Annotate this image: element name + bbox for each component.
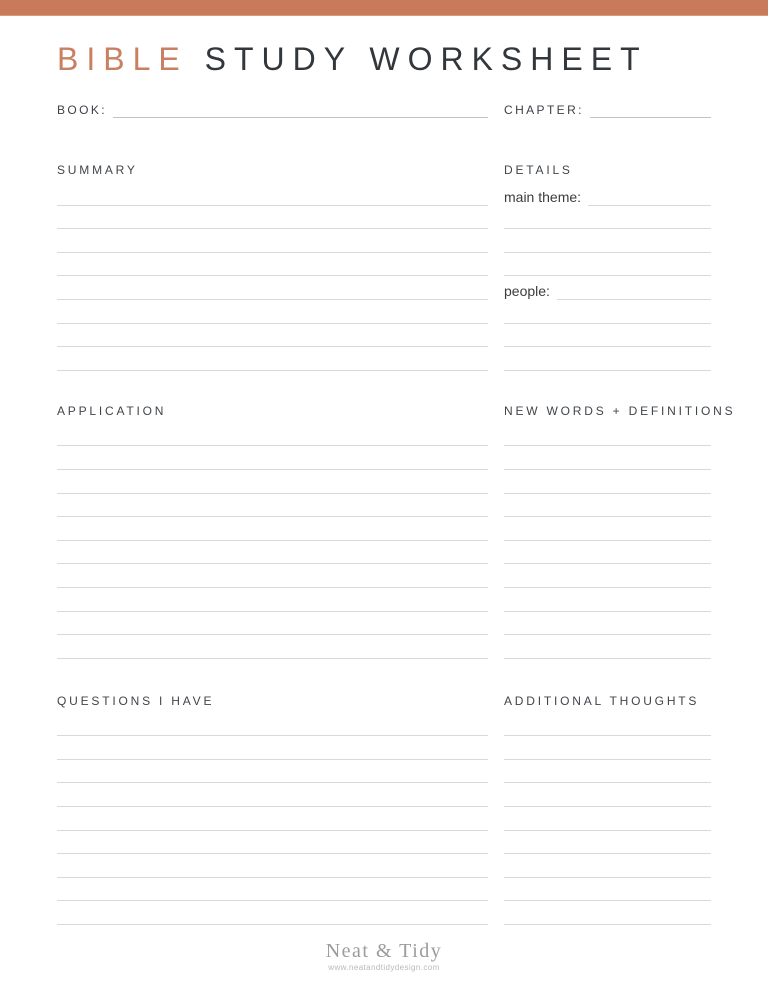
ruled-line: [504, 760, 711, 784]
ruled-line: [57, 494, 488, 518]
ruled-line: [57, 324, 488, 348]
page-title-accent: BIBLE: [57, 41, 188, 77]
new-words-header: NEW WORDS + DEFINITIONS: [504, 403, 736, 418]
main-theme-blank-line: [588, 181, 711, 206]
ruled-line: [57, 446, 488, 470]
ruled-line: [57, 470, 488, 494]
ruled-line: [504, 470, 711, 494]
additional-header: ADDITIONAL THOUGHTS: [504, 693, 700, 708]
ruled-line: [504, 713, 711, 737]
ruled-line: [57, 517, 488, 541]
ruled-line: [504, 324, 711, 348]
ruled-line: [504, 588, 711, 612]
main-theme-label: main theme:: [504, 188, 582, 205]
ruled-line: [57, 854, 488, 878]
details-header: DETAILS: [504, 163, 573, 177]
ruled-line: [57, 182, 488, 206]
right-column: [504, 163, 736, 925]
ruled-line: [504, 831, 711, 855]
book-blank-line: [113, 103, 488, 118]
ruled-line: [57, 713, 488, 737]
ruled-line: [57, 736, 488, 760]
questions-ruled-lines: [57, 713, 488, 925]
ruled-line: [504, 494, 711, 518]
ruled-line: [504, 206, 711, 230]
section-application: [57, 404, 488, 659]
ruled-line: [504, 901, 711, 925]
ruled-line: [57, 760, 488, 784]
ruled-line: [504, 300, 711, 324]
ruled-line: [504, 517, 711, 541]
ruled-line: [57, 229, 488, 253]
ruled-line: [57, 878, 488, 902]
additional-ruled-lines: [504, 713, 711, 925]
section-additional: [504, 694, 711, 925]
page-title: [57, 41, 711, 77]
ruled-line: [57, 635, 488, 659]
people-extra-lines: [504, 300, 711, 371]
ruled-line: [504, 347, 711, 371]
ruled-line: [504, 807, 711, 831]
ruled-line: [504, 612, 711, 636]
main-theme-extra-lines: [504, 206, 711, 277]
ruled-line: [57, 206, 488, 230]
ruled-line: [57, 300, 488, 324]
people-label: people:: [504, 282, 550, 299]
ruled-line: [57, 612, 488, 636]
footer-brand-logo: Neat & Tidy: [325, 940, 443, 963]
ruled-line: [504, 229, 711, 253]
ruled-line: [57, 347, 488, 371]
new-words-ruled-lines: [504, 423, 711, 659]
ruled-line: [57, 276, 488, 300]
people-row: [504, 276, 711, 300]
people-blank-line: [557, 275, 711, 300]
book-chapter-row: [57, 103, 711, 118]
chapter-blank-line: [590, 103, 711, 118]
ruled-line: [57, 831, 488, 855]
questions-header: QUESTIONS I HAVE: [57, 693, 215, 708]
ruled-line: [57, 541, 488, 565]
worksheet-grid: [57, 163, 736, 925]
page-content: [0, 41, 768, 973]
ruled-line: [57, 807, 488, 831]
application-ruled-lines: [57, 423, 488, 659]
footer-website-url: www.neatandtidydesign.com: [328, 963, 440, 973]
ruled-line: [57, 783, 488, 807]
ruled-line: [504, 541, 711, 565]
ruled-line: [504, 564, 711, 588]
top-accent-bar: [0, 0, 768, 16]
left-column: [57, 163, 488, 925]
book-field: [57, 103, 488, 118]
ruled-line: [504, 783, 711, 807]
section-new-words: [504, 403, 736, 659]
ruled-line: [504, 635, 711, 659]
chapter-label: CHAPTER:: [504, 103, 584, 117]
ruled-line: [57, 253, 488, 277]
ruled-line: [57, 588, 488, 612]
ruled-line: [57, 423, 488, 447]
ruled-line: [504, 423, 711, 447]
summary-header: SUMMARY: [57, 163, 138, 177]
ruled-line: [504, 446, 711, 470]
section-details: [504, 163, 711, 371]
ruled-line: [504, 854, 711, 878]
main-theme-row: [504, 182, 711, 206]
details-ruled-area: [504, 182, 711, 371]
application-header: APPLICATION: [57, 403, 167, 418]
ruled-line: [57, 901, 488, 925]
section-summary: [57, 163, 488, 371]
summary-ruled-lines: [57, 182, 488, 371]
ruled-line: [504, 253, 711, 277]
footer: [57, 940, 711, 973]
ruled-line: [504, 736, 711, 760]
ruled-line: [504, 878, 711, 902]
chapter-field: [504, 103, 711, 118]
section-questions: [57, 694, 488, 925]
ruled-line: [57, 564, 488, 588]
page-title-rest: STUDY WORKSHEET: [187, 41, 648, 77]
book-label: BOOK:: [57, 103, 108, 117]
